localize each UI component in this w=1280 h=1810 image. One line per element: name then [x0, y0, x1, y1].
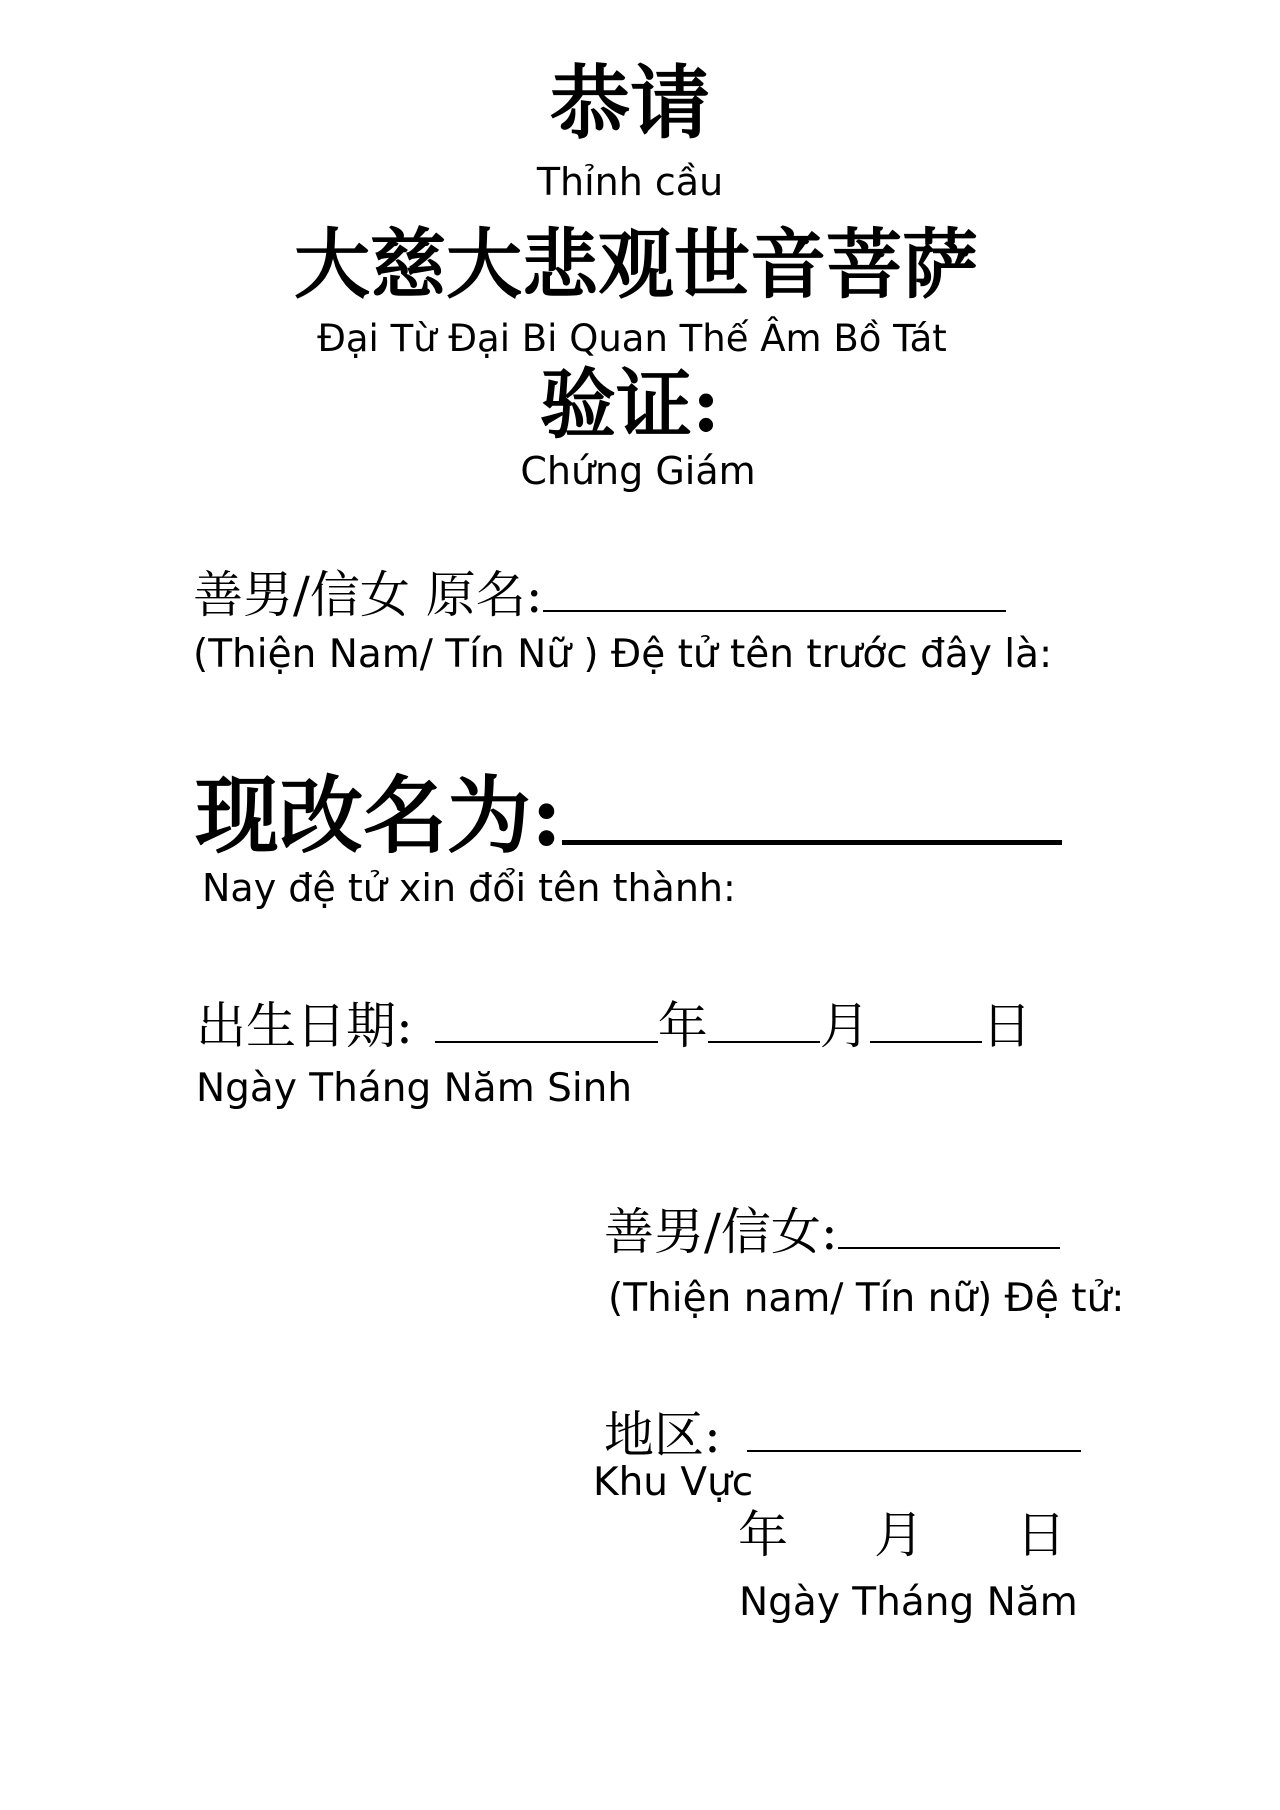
- region-label-vietnamese: Khu Vực: [593, 1460, 754, 1505]
- birth-day-unit: 日: [981, 997, 1032, 1055]
- disciple-row: [604, 1202, 1060, 1262]
- birth-date-label-vietnamese: Ngày Tháng Năm Sinh: [196, 1066, 633, 1111]
- witness-vietnamese: Chứng Giám: [520, 449, 756, 493]
- witness-chinese: 验证:: [539, 360, 721, 449]
- new-name-blank[interactable]: [562, 840, 1062, 845]
- signing-month-unit: 月: [874, 1506, 924, 1564]
- deity-name-chinese: 大慈大悲观世音菩萨: [294, 220, 978, 309]
- signing-date-label-vietnamese: Ngày Tháng Năm: [739, 1580, 1078, 1625]
- disciple-blank[interactable]: [838, 1247, 1060, 1249]
- deity-name-vietnamese: Đại Từ Đại Bi Quan Thế Âm Bồ Tát: [317, 317, 947, 360]
- birth-month-blank[interactable]: [708, 1041, 820, 1043]
- title-chinese: 恭请: [550, 56, 710, 150]
- birth-month-unit: 月: [819, 997, 870, 1055]
- birth-day-blank[interactable]: [870, 1041, 982, 1043]
- signing-year-unit: 年: [738, 1506, 788, 1564]
- original-name-blank[interactable]: [543, 610, 1006, 612]
- disciple-label: 善男/信女:: [604, 1203, 838, 1261]
- birth-year-blank[interactable]: [435, 1041, 658, 1043]
- signing-date-row: [738, 1505, 1066, 1565]
- new-name-label-vietnamese: Nay đệ tử xin đổi tên thành:: [202, 866, 736, 910]
- region-label: 地区:: [604, 1406, 721, 1464]
- new-name-label: 现改名为:: [195, 766, 563, 865]
- original-name-row: [193, 565, 1006, 625]
- region-row: [604, 1405, 1081, 1465]
- title-vietnamese: Thỉnh cầu: [536, 160, 724, 204]
- signing-day-unit: 日: [1016, 1506, 1066, 1564]
- birth-year-unit: 年: [657, 997, 708, 1055]
- birth-date-label: 出生日期:: [196, 997, 413, 1055]
- region-blank[interactable]: [747, 1450, 1081, 1452]
- disciple-label-vietnamese: (Thiện nam/ Tín nữ) Đệ tử:: [608, 1276, 1125, 1321]
- original-name-label: 善男/信女 原名:: [193, 566, 543, 624]
- new-name-row: [195, 768, 1062, 864]
- birth-date-row: [196, 996, 1032, 1056]
- original-name-label-vietnamese: (Thiện Nam/ Tín Nữ ) Đệ tử tên trước đây là:: [193, 632, 1053, 677]
